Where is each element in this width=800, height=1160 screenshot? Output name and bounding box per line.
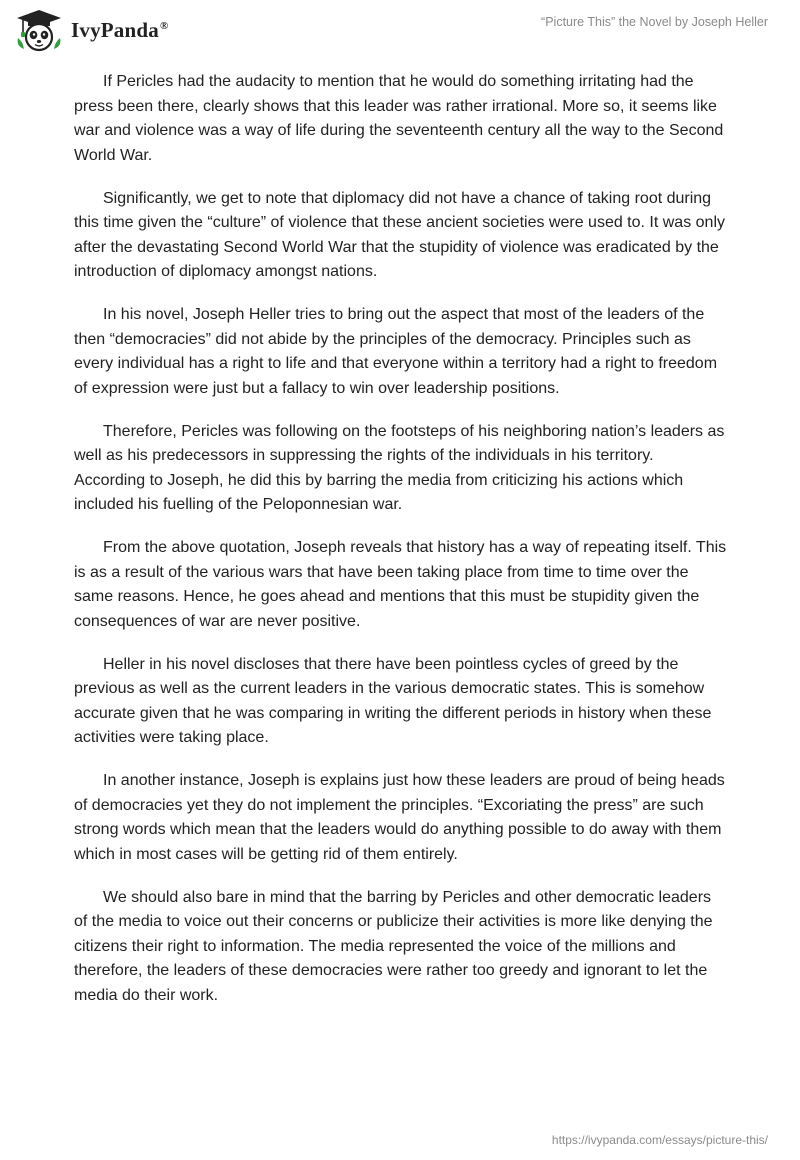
essay-body [74,70,728,1027]
ivypanda-logo[interactable] [14,8,168,52]
document-title: “Picture This” the Novel by Joseph Heller [541,15,768,29]
paragraph: Heller in his novel discloses that there have been pointless cycles of greed by the previous as well as the current leaders in the various democratic states. This is somehow accurate given that he was comparing in writing the different periods in history when these activities were taking place. [74,655,712,746]
paragraph: In his novel, Joseph Heller tries to bring out the aspect that most of the leaders of the then “democracies” did not abide by the principles of the democracy. Principles such as every individual has a right to life and that everyone within a territory had a right to freedom of expression were just but a fallacy to win over leadership positions. [74,306,718,397]
panda-graduation-cap-icon [14,8,64,52]
brand-name: IvyPanda® [71,17,169,42]
page-header [0,0,800,60]
paragraph: Therefore, Pericles was following on the footsteps of his neighboring nation’s leaders as well as his predecessors in suppressing the rights of the individuals in his territory. According to Joseph, he did this by barring the media from criticizing his actions which included his fuelling of the Peloponnesian war. [74,422,725,513]
paragraph: We should also bare in mind that the barring by Pericles and other democratic leaders of the media to voice out their concerns or publicize their activities is more like denying the citizens their right to information. The media represented the voice of the millions and therefore, the leaders of these democracies were rather too greedy and ignorant to let the media do their work. [74,888,713,1004]
paragraph: Significantly, we get to note that diplomacy did not have a chance of taking root during this time given the “culture” of violence that these ancient societies were used to. It was only after the devastating Second World War that the stupidity of violence was eradicated by the introduction of diplomacy amongst nations. [74,189,725,280]
paragraph: If Pericles had the audacity to mention that he would do something irritating had the press been there, clearly shows that this leader was rather irrational. More so, it seems like war and violence was a way of life during the seventeenth century all the way to the Second World War. [74,73,724,164]
source-url[interactable]: https://ivypanda.com/essays/picture-this/ [551,1133,768,1147]
paragraph: From the above quotation, Joseph reveals that history has a way of repeating itself. This is as a result of the various wars that have been taking place from time to time over the same reasons. Hence, he goes ahead and mentions that this must be stupidity given the consequences of war are never positive. [74,539,727,630]
trademark-symbol: ® [159,19,169,32]
paragraph: In another instance, Joseph is explains just how these leaders are proud of being heads of democracies yet they do not implement the principles. “Excoriating the press” are such strong words which mean that the leaders would do anything possible to do away with them which in most cases will be getting rid of them entirely. [74,772,725,863]
